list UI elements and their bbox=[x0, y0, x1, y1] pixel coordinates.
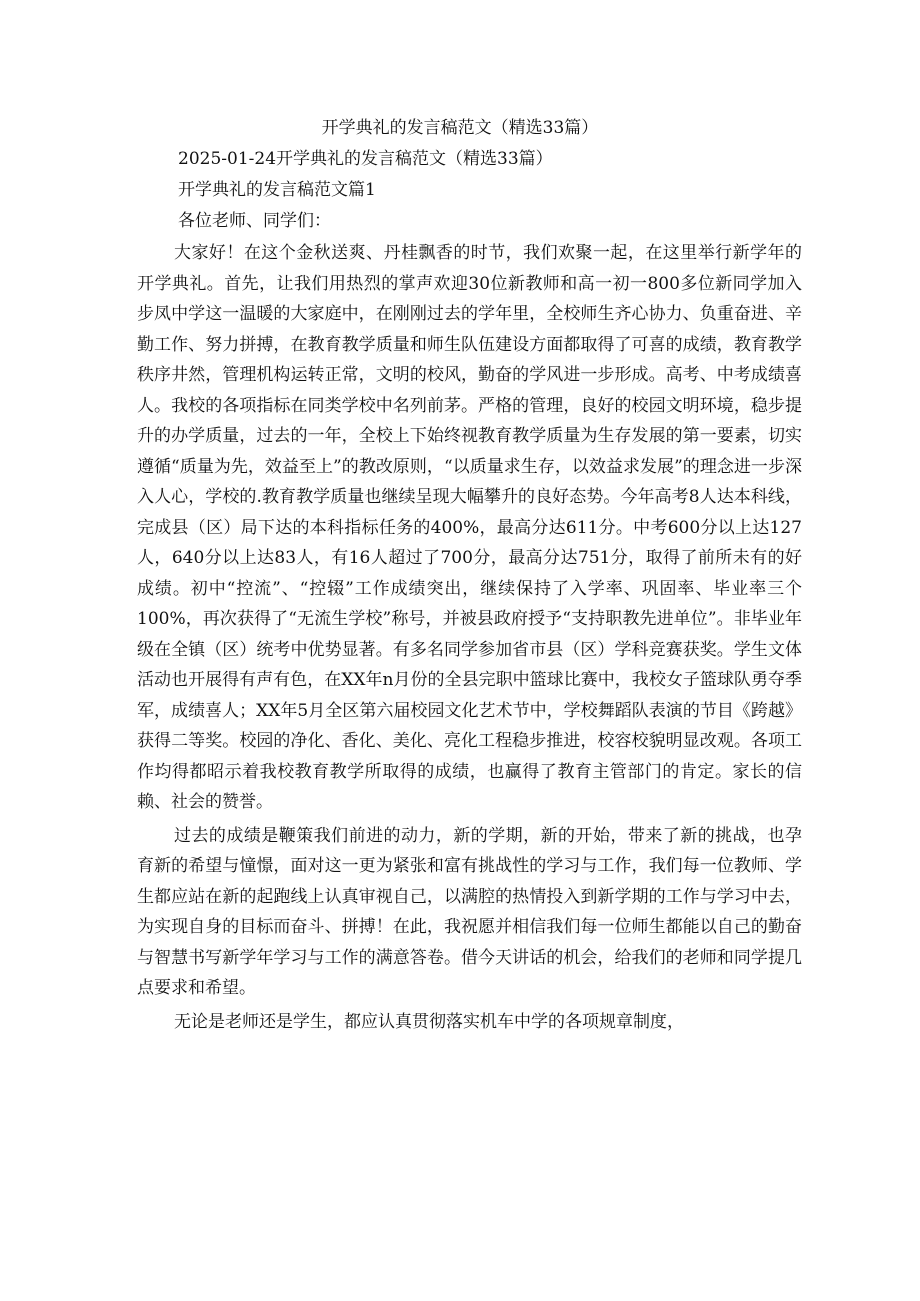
paragraph: 大家好！在这个金秋送爽、丹桂飘香的时节，我们欢聚一起，在这里举行新学年的开学典礼。首先，让我们用热烈的掌声欢迎30位新教师和高一初一800多位新同学加入步凤中学这一温暖的大家庭中，在刚刚过去的学年里，全校师生齐心协力、负重奋进、辛勤工作、努力拼搏，在教育教学质量和师生队伍建设方面都取得了可喜的成绩，教育教学秩序井然，管理机构运转正常，文明的校风，勤奋的学风进一步形成。高考、中考成绩喜人。我校的各项指标在同类学校中名列前茅。严格的管理，良好的校园文明环境，稳步提升的办学质量，过去的一年，全校上下始终视教育教学质量为生存发展的第一要素，切实遵循“质量为先，效益至上”的教改原则，“以质量求生存，以效益求发展”的理念进一步深入人心，学校的.教育教学质量也继续呈现大幅攀升的良好态势。今年高考8人达本科线，完成县（区）局下达的本科指标任务的400%，最高分达611分。中考600分以上达127人，640分以上达83人，有16人超过了700分，最高分达751分，取得了前所未有的好成绩。初中“控流”、“控辍”工作成绩突出，继续保持了入学率、巩固率、毕业率三个100%，再次获得了“无流生学校”称号，并被县政府授予“支持职教先进单位”。非毕业年级在全镇（区）统考中优势显著。有多名同学参加省市县（区）学科竞赛获奖。学生文体活动也开展得有声有色，在XX年n月份的全县完职中篮球比赛中，我校女子篮球队勇夺季军，成绩喜人；XX年5月全区第六届校园文化艺术节中，学校舞蹈队表演的节目《跨越》获得二等奖。校园的净化、香化、美化、亮化工程稳步推进，校容校貌明显改观。各项工作均得都昭示着我校教育教学所取得的成绩，也赢得了教育主管部门的肯定。家长的信赖、社会的赞誉。 bbox=[137, 243, 802, 812]
section-subtitle: 开学典礼的发言稿范文篇1 bbox=[178, 180, 376, 200]
document-title: 开学典礼的发言稿范文（精选33篇） bbox=[321, 118, 599, 138]
date-line: 2025-01-24开学典礼的发言稿范文（精选33篇） bbox=[178, 149, 553, 169]
paragraph: 无论是老师还是学生，都应认真贯彻落实机车中学的各项规章制度， bbox=[174, 1011, 684, 1032]
paragraph: 过去的成绩是鞭策我们前进的动力，新的学期，新的开始，带来了新的挑战，也孕育新的希望与憧憬，面对这一更为紧张和富有挑战性的学习与工作，我们每一位教师、学生都应站在新的起跑线上认真审视自己，以满腔的热情投入到新学期的工作与学习中去，为实现自身的目标而奋斗、拼搏！在此，我祝愿并相信我们每一位师生都能以自己的勤奋与智慧书写新学年学习与工作的满意答卷。借今天讲话的机会，给我们的老师和同学提几点要求和希望。 bbox=[137, 825, 802, 998]
document-body bbox=[137, 238, 802, 1037]
greeting: 各位老师、同学们： bbox=[178, 211, 331, 231]
